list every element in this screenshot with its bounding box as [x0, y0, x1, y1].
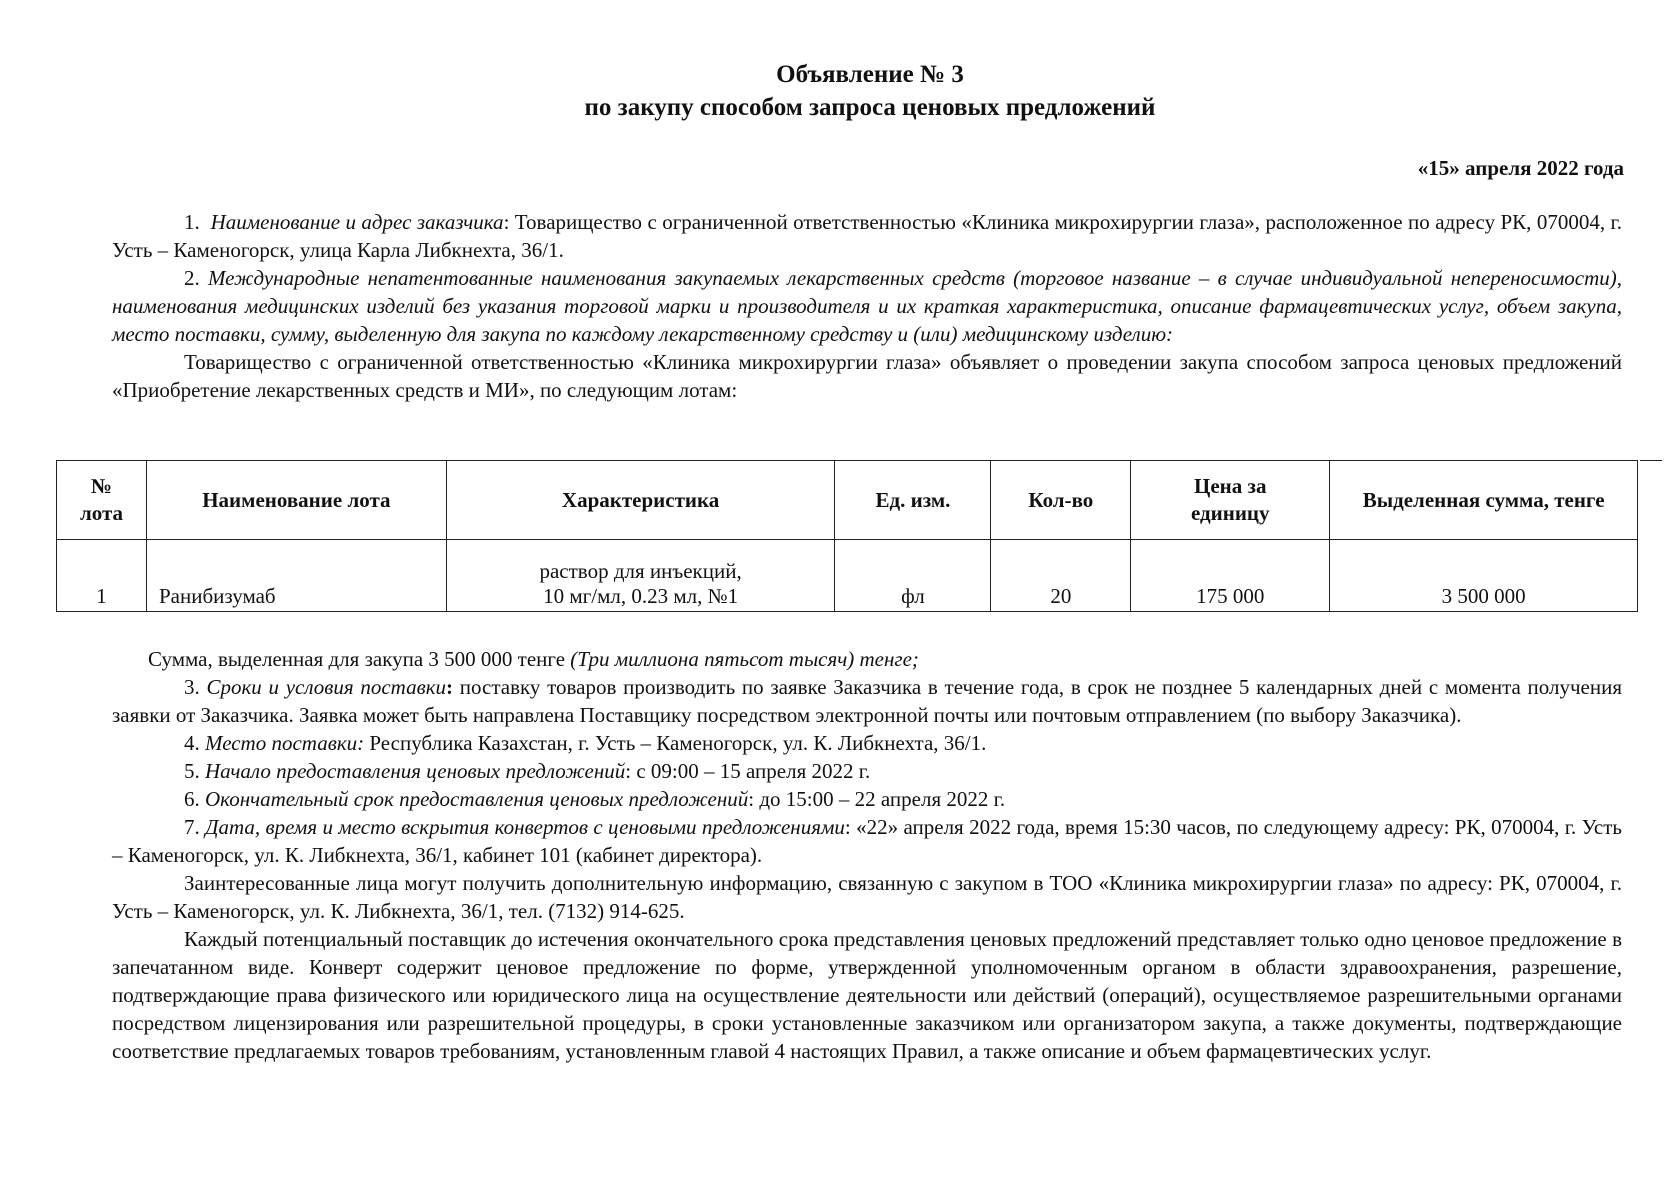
col-header-lot-name: Наименование лота — [146, 461, 446, 540]
paragraph-text: : с 09:00 – 15 апреля 2022 г. — [625, 759, 871, 783]
allocated-sum-line — [148, 645, 919, 673]
paragraph-text: поставку товаров производить по заявке Заказчика в течение года, в срок не позднее 5 календарных дней с момента получения заявки от Заказчика. Заявка может быть направлена Поставщику посредством электронной почты или почтовым отправлением (по выбору Заказчика). — [112, 675, 1623, 727]
cell-lot-number: 1 — [57, 540, 147, 612]
table-row — [57, 540, 1638, 612]
paragraph-label: Начало предоставления ценовых предложений — [205, 759, 626, 783]
paragraph-number: 7. — [184, 815, 200, 839]
title-line-1: Объявление № 3 — [776, 61, 964, 88]
col-header-characteristics: Характеристика — [446, 461, 835, 540]
intro-section — [112, 208, 1622, 404]
paragraph-label: Место поставки: — [205, 731, 365, 755]
table-header-row — [57, 461, 1638, 540]
sum-in-words: (Три миллиона пятьсот тысяч) тенге; — [570, 647, 919, 671]
paragraph-4 — [112, 729, 1622, 757]
sum-text: Сумма, выделенная для закупа 3 500 000 тенге — [148, 647, 571, 671]
paragraph-1 — [112, 208, 1622, 264]
cell-unit-price: 175 000 — [1131, 540, 1330, 612]
paragraph-6 — [112, 785, 1622, 813]
paragraph-5 — [112, 757, 1622, 785]
cell-quantity: 20 — [991, 540, 1131, 612]
paragraph-contact-info: Заинтересованные лица могут получить дополнительную информацию, связанную с закупом в ТОО «Клиника микрохирургии глаза» по адресу: РК, 070004, г. Усть – Каменогорск, ул. К. Либкнехта, 36/1, тел. (7132) 914-625. — [112, 871, 1622, 923]
cell-unit: фл — [835, 540, 991, 612]
paragraph-announcement: Товарищество с ограниченной ответственностью «Клиника микрохирургии глаза» объявляет о проведении закупа способом запроса ценовых предложений «Приобретение лекарственных средств и МИ», по следующим лотам: — [112, 350, 1622, 402]
col-header-lot-number: № лота — [57, 461, 147, 540]
cell-lot-name: Ранибизумаб — [146, 540, 446, 612]
announcement-date: «15» апреля 2022 года — [1417, 156, 1624, 180]
lots-table — [56, 460, 1638, 612]
paragraph-label: Окончательный срок предоставления ценовых предложений — [205, 787, 749, 811]
paragraph-number: 5. — [184, 759, 200, 783]
spec-line-2: 10 мг/мл, 0.23 мл, №1 — [543, 584, 739, 608]
paragraph-3 — [112, 673, 1622, 729]
paragraph-number: 6. — [184, 787, 200, 811]
paragraph-label: Наименование и адрес заказчика — [210, 210, 504, 234]
paragraph-text: : Товарищество с ограниченной ответственностью «Клиника микрохирургии глаза», расположенное по адресу РК, 070004, г. Усть – Каменогорск, улица Карла Либкнехта, 36/1. — [112, 210, 1623, 262]
col-header-unit-price: Цена за единицу — [1131, 461, 1330, 540]
paragraph-text: : до 15:00 – 22 апреля 2022 г. — [748, 787, 1006, 811]
col-header-allocated-sum: Выделенная сумма, тенге — [1330, 461, 1638, 540]
col-header-quantity: Кол-во — [991, 461, 1131, 540]
paragraph-label: Международные непатентованные наименования закупаемых лекарственных средств (торговое название – в случае индивидуальной непереносимости), наименования медицинских изделий без указания торговой марки и производителя и их краткая характеристика, описание фармацевтических услуг, объем закупа, место поставки, сумму, выделенную для закупа по каждому лекарственному средству и (или) медицинскому изделию: — [112, 266, 1622, 346]
paragraph-supplier-requirements: Каждый потенциальный поставщик до истечения окончательного срока представления ценовых предложений представляет только одно ценовое предложение в запечатанном виде. Конверт содержит ценовое предложение по форме, утвержденной уполномоченным органом в области здравоохранения, разрешение, подтверждающие права физического или юридического лица на осуществление деятельности или действий (операций), осуществляемое разрешительными органами посредством лицензирования или разрешительной процедуры, в сроки установленные заказчиком или организатором закупа, а также документы, подтверждающие соответствие предлагаемых товаров требованиям, установленным главой 4 настоящих Правил, а также описание и объем фармацевтических услуг. — [112, 927, 1622, 1063]
announcement-title — [0, 58, 1680, 124]
paragraph-text: : «22» апреля 2022 года, время 15:30 часов, по следующему адресу: РК, 070004, г. Усть – Каменогорск, ул. К. Либкнехта, 36/1, кабинет 101 (кабинет директора). — [112, 815, 1623, 867]
title-line-2: по закупу способом запроса ценовых предложений — [584, 94, 1156, 121]
paragraph-text: Республика Казахстан, г. Усть – Каменогорск, ул. К. Либкнехта, 36/1. — [364, 731, 987, 755]
paragraph-label: Дата, время и место вскрытия конвертов с ценовыми предложениями — [205, 815, 845, 839]
paragraph-number: 3. — [184, 675, 200, 699]
paragraph-number: 4. — [184, 731, 200, 755]
terms-section — [112, 673, 1622, 1065]
paragraph-label: Сроки и условия поставки — [206, 675, 447, 699]
paragraph-number: 1. — [184, 210, 200, 234]
spec-line-1: раствор для инъекций, — [539, 559, 742, 583]
paragraph-7 — [112, 813, 1622, 869]
label-colon: : — [446, 675, 454, 699]
cell-allocated-sum: 3 500 000 — [1330, 540, 1638, 612]
table-border-tail — [1640, 460, 1662, 461]
cell-characteristics — [446, 540, 835, 612]
paragraph-2 — [112, 264, 1622, 348]
paragraph-number: 2. — [184, 266, 200, 290]
col-header-unit: Ед. изм. — [835, 461, 991, 540]
